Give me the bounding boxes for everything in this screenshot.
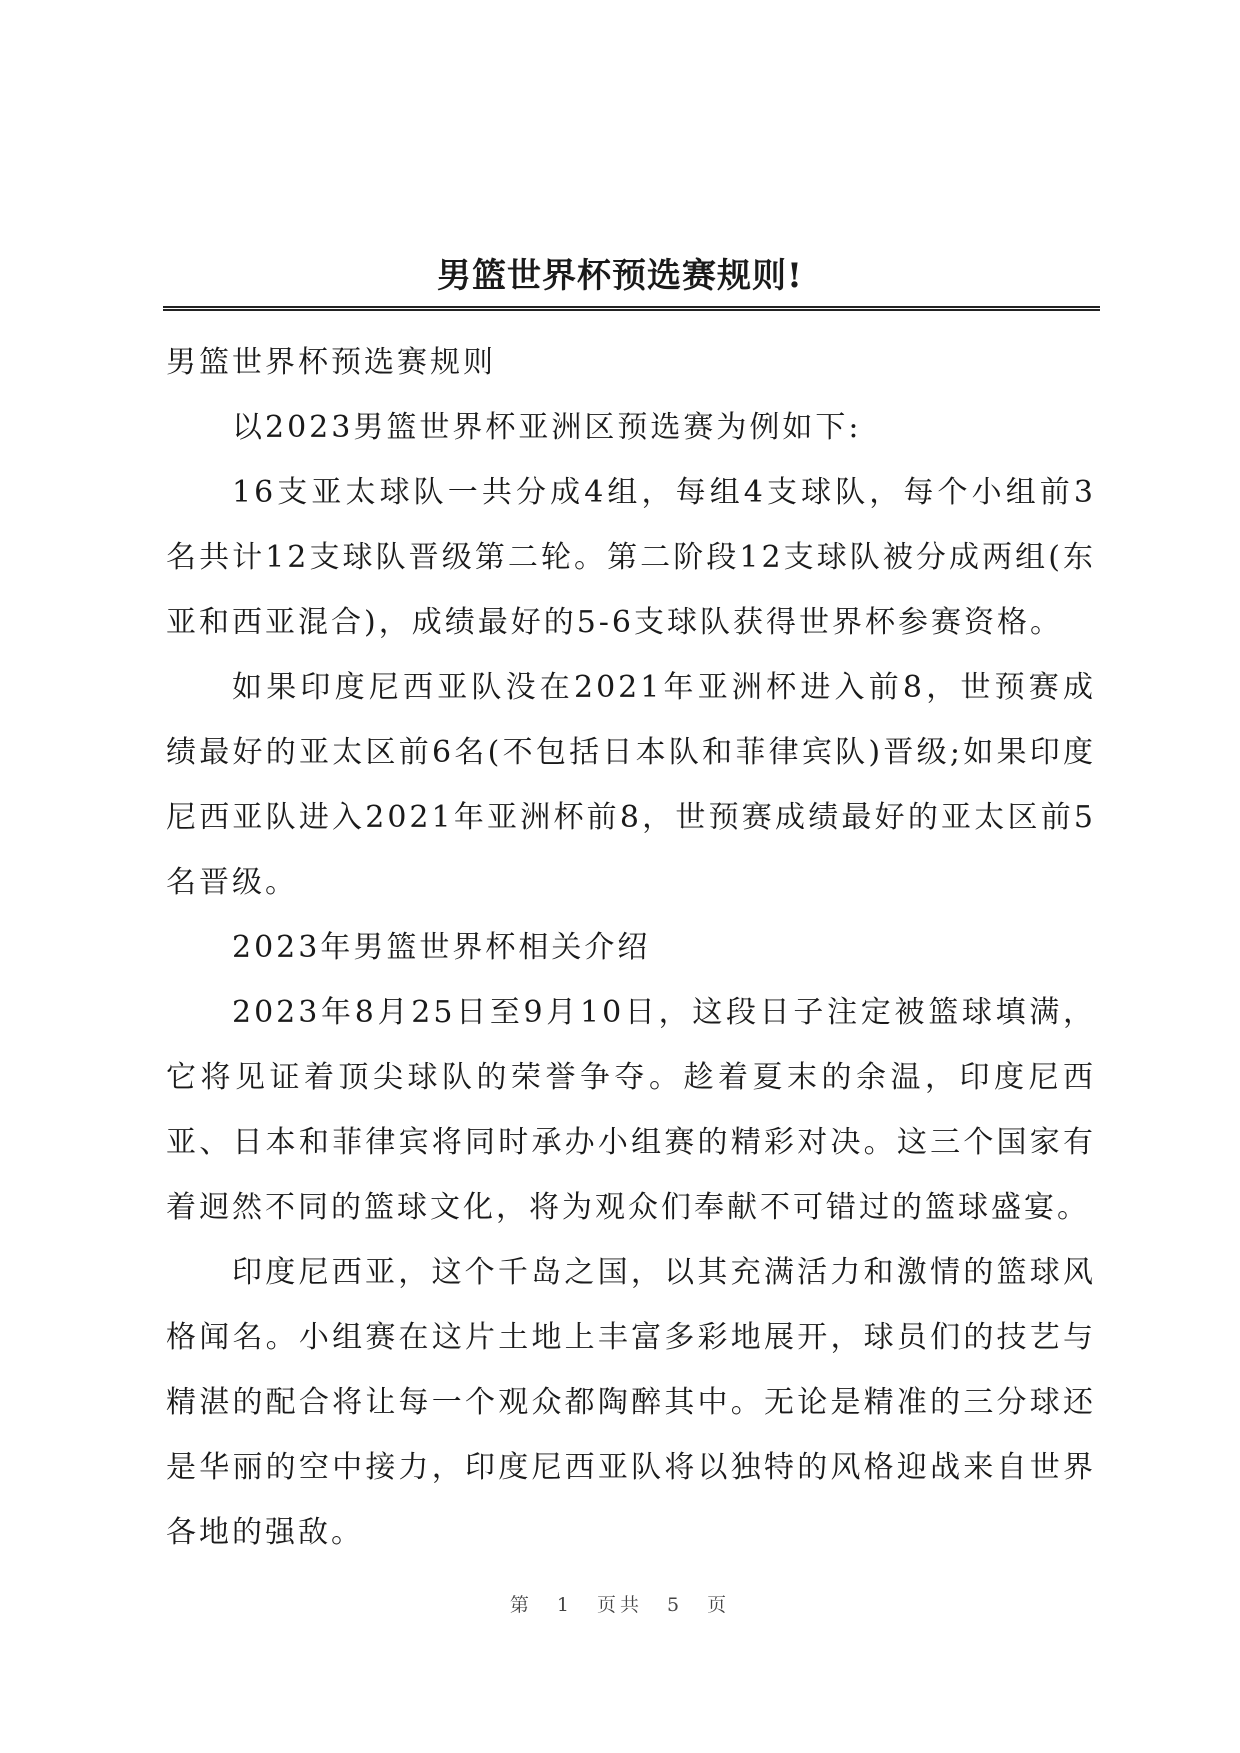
- page-number-footer: 第 1 页共 5 页: [509, 1594, 731, 1616]
- subtitle-paragraph: 男篮世界杯预选赛规则: [166, 345, 496, 380]
- section-heading: 2023年男篮世界杯相关介绍: [232, 930, 651, 965]
- title-double-rule: [163, 306, 1100, 311]
- body-paragraph: 2023年8月25日至9月10日，这段日子注定被篮球填满，它将见证着顶尖球队的荣誉争夺。趁着夏末的余温，印度尼西亚、日本和菲律宾将同时承办小组赛的精彩对决。这三个国家有着迥然不同的篮球文化，将为观众们奉献不可错过的篮球盛宴。: [166, 995, 1096, 1225]
- body-paragraph: 印度尼西亚，这个千岛之国，以其充满活力和激情的篮球风格闻名。小组赛在这片土地上丰富多彩地展开，球员们的技艺与精湛的配合将让每一个观众都陶醉其中。无论是精准的三分球还是华丽的空中接力，印度尼西亚队将以独特的风格迎战来自世界各地的强敌。: [166, 1255, 1096, 1550]
- document-title: 男篮世界杯预选赛规则!: [437, 256, 803, 296]
- body-paragraph: 16支亚太球队一共分成4组，每组4支球队，每个小组前3名共计12支球队晋级第二轮。第二阶段12支球队被分成两组(东亚和西亚混合)，成绩最好的5-6支球队获得世界杯参赛资格。: [166, 475, 1096, 640]
- body-paragraph: 以2023男篮世界杯亚洲区预选赛为例如下:: [232, 410, 862, 445]
- body-paragraph: 如果印度尼西亚队没在2021年亚洲杯进入前8，世预赛成绩最好的亚太区前6名(不包括日本队和菲律宾队)晋级;如果印度尼西亚队进入2021年亚洲杯前8，世预赛成绩最好的亚太区前5名晋级。: [166, 670, 1096, 900]
- document-body: [166, 330, 1096, 1565]
